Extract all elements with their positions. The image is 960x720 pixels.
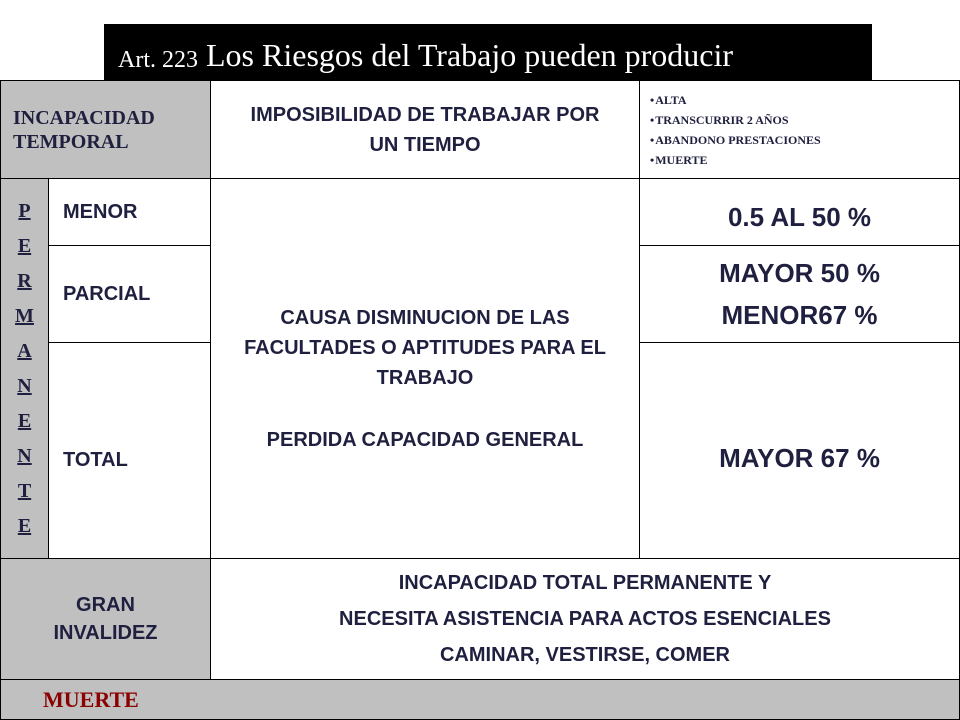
title-article: Art. 223: [118, 47, 198, 73]
permanente-letter: N: [17, 374, 32, 397]
end-causes-list: [650, 90, 821, 170]
temporal-label: INCAPACIDAD TEMPORAL: [13, 106, 155, 153]
range-parcial-max: MENOR67 %: [721, 300, 878, 330]
range-menor: 0.5 AL 50 %: [727, 201, 872, 232]
permanente-letter: E: [17, 409, 32, 432]
level-parcial-label: PARCIAL: [63, 282, 151, 305]
permanente-loss: PERDIDA CAPACIDAD GENERAL: [266, 428, 584, 451]
permanente-letter: E: [17, 514, 32, 537]
title-text: Los Riesgos del Trabajo pueden producir: [206, 37, 734, 73]
temporal-description-cell: [210, 80, 640, 179]
level-menor-label: MENOR: [63, 200, 138, 223]
permanente-letter: P: [18, 199, 31, 222]
slide-title: [104, 24, 872, 80]
temporal-description: IMPOSIBILIDAD DE TRABAJAR POR UN TIEMPO: [250, 103, 600, 156]
temporal-end-causes-cell: [639, 80, 960, 179]
muerte-label: MUERTE: [43, 686, 139, 712]
permanente-letter: N: [17, 444, 32, 467]
permanente-cause-cell: [210, 178, 640, 559]
end-cause-item: • MUERTE: [650, 150, 821, 170]
level-total-label: TOTAL: [63, 449, 128, 471]
permanente-letter: A: [17, 339, 32, 362]
range-parcial-min: MAYOR 50 %: [719, 258, 880, 288]
level-total-cell: [48, 342, 211, 559]
permanente-letter: T: [17, 479, 32, 502]
permanente-letter: M: [15, 304, 34, 327]
muerte-row: [0, 679, 960, 720]
permanente-cause: CAUSA DISMINUCION DE LAS FACULTADES O APTITUDES PARA EL TRABAJO: [244, 306, 606, 389]
end-cause-item: • ALTA: [650, 90, 821, 110]
permanente-letter: R: [17, 269, 32, 292]
range-total-cell: [639, 342, 960, 559]
level-menor-cell: [48, 178, 211, 246]
gran-invalidez-description-cell: [210, 558, 960, 680]
permanente-vertical-label: [0, 178, 49, 559]
gran-invalidez-label-cell: [0, 558, 211, 680]
end-cause-item: • TRANSCURRIR 2 AÑOS: [650, 110, 821, 130]
end-cause-item: • ABANDONO PRESTACIONES: [650, 130, 821, 150]
range-total: MAYOR 67 %: [719, 443, 880, 473]
gran-invalidez-label: GRAN INVALIDEZ: [53, 594, 158, 644]
gran-invalidez-line: CAMINAR, VESTIRSE, COMER: [439, 644, 731, 666]
gran-invalidez-line: NECESITA ASISTENCIA PARA ACTOS ESENCIALES: [339, 608, 831, 630]
level-parcial-cell: [48, 245, 211, 343]
range-parcial-cell: [639, 245, 960, 343]
range-menor-cell: [639, 178, 960, 246]
temporal-label-cell: [0, 80, 211, 179]
gran-invalidez-line: INCAPACIDAD TOTAL PERMANENTE Y: [398, 572, 772, 594]
permanente-letter: E: [17, 234, 32, 257]
